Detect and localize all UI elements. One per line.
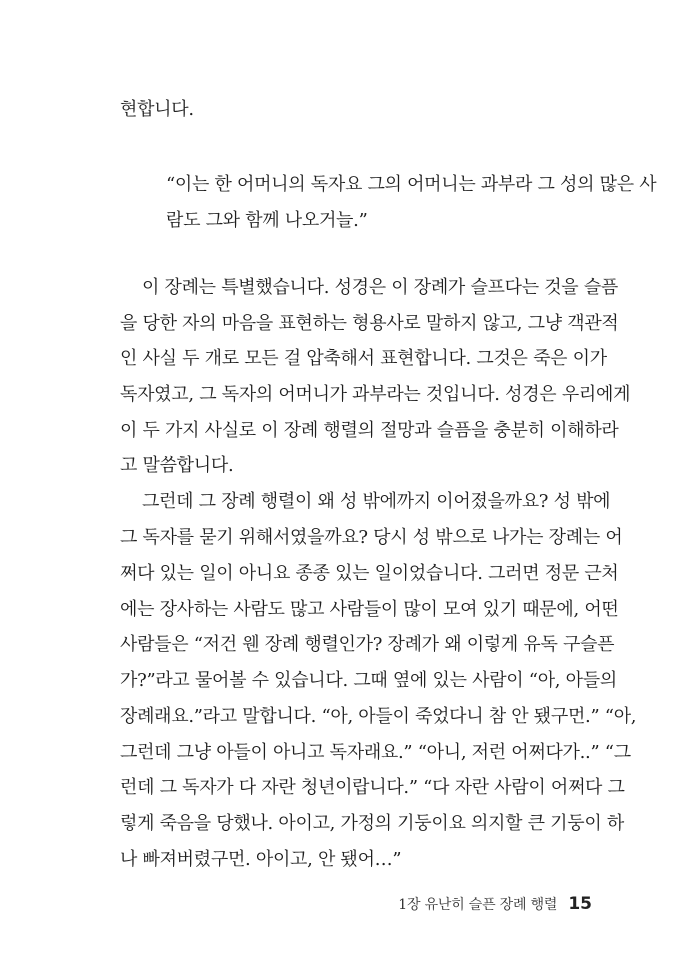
paragraph-line: 런데 그 독자가 다 자란 청년이랍니다.” “다 자란 사람이 어쩌다 그 xyxy=(120,777,625,798)
paragraph-line: 에는 장사하는 사람도 많고 사람들이 많이 모여 있기 때문에, 어떤 xyxy=(120,599,619,620)
quote-line: 람도 그와 함께 나오거늘.” xyxy=(166,210,368,231)
paragraph-line: 쩌다 있는 일이 아니요 종종 있는 일이었습니다. 그러면 정문 근처 xyxy=(120,563,619,584)
paragraph-line: 을 당한 자의 마음을 표현하는 형용사로 말하지 않고, 그냥 객관적 xyxy=(120,313,619,334)
paragraph-line: 그런데 그냥 아들이 아니고 독자래요.” “아니, 저런 어쩌다가..” “그 xyxy=(120,742,631,763)
paragraph-line: 고 말씀합니다. xyxy=(120,455,234,476)
paragraph-line: 렇게 죽음을 당했나. 아이고, 가정의 기둥이요 의지할 큰 기둥이 하 xyxy=(120,813,624,834)
quote-line: “이는 한 어머니의 독자요 그의 어머니는 과부라 그 성의 많은 사 xyxy=(166,174,657,195)
paragraph-line: 가?”라고 물어볼 수 있습니다. 그때 옆에 있는 사람이 “아, 아들의 xyxy=(120,670,617,691)
running-title: 1장 유난히 슬픈 장례 행렬 xyxy=(398,897,558,913)
intro-line: 현합니다. xyxy=(120,99,194,120)
page-footer xyxy=(0,894,592,914)
paragraph-line: 사람들은 “저건 웬 장례 행렬인가? 장례가 왜 이렇게 유독 구슬픈 xyxy=(120,634,615,655)
paragraph-line: 독자였고, 그 독자의 어머니가 과부라는 것입니다. 성경은 우리에게 xyxy=(120,384,631,405)
paragraph-line: 나 빠져버렸구먼. 아이고, 안 됐어…” xyxy=(120,849,402,870)
paragraph-line: 그 독자를 묻기 위해서였을까요? 당시 성 밖으로 나가는 장례는 어 xyxy=(120,527,623,548)
paragraph-line: 이 두 가지 사실로 이 장례 행렬의 절망과 슬픔을 충분히 이해하라 xyxy=(120,420,619,441)
paragraph-line: 인 사실 두 개로 모든 걸 압축해서 표현합니다. 그것은 죽은 이가 xyxy=(120,348,607,369)
page-number: 15 xyxy=(568,894,592,914)
paragraph-line: 이 장례는 특별했습니다. 성경은 이 장례가 슬프다는 것을 슬픔 xyxy=(142,277,618,298)
paragraph-line: 장례래요.”라고 말합니다. “아, 아들이 죽었다니 참 안 됐구먼.” “아, xyxy=(120,706,637,727)
paragraph-line: 그런데 그 장례 행렬이 왜 성 밖에까지 이어졌을까요? 성 밖에 xyxy=(142,491,611,512)
